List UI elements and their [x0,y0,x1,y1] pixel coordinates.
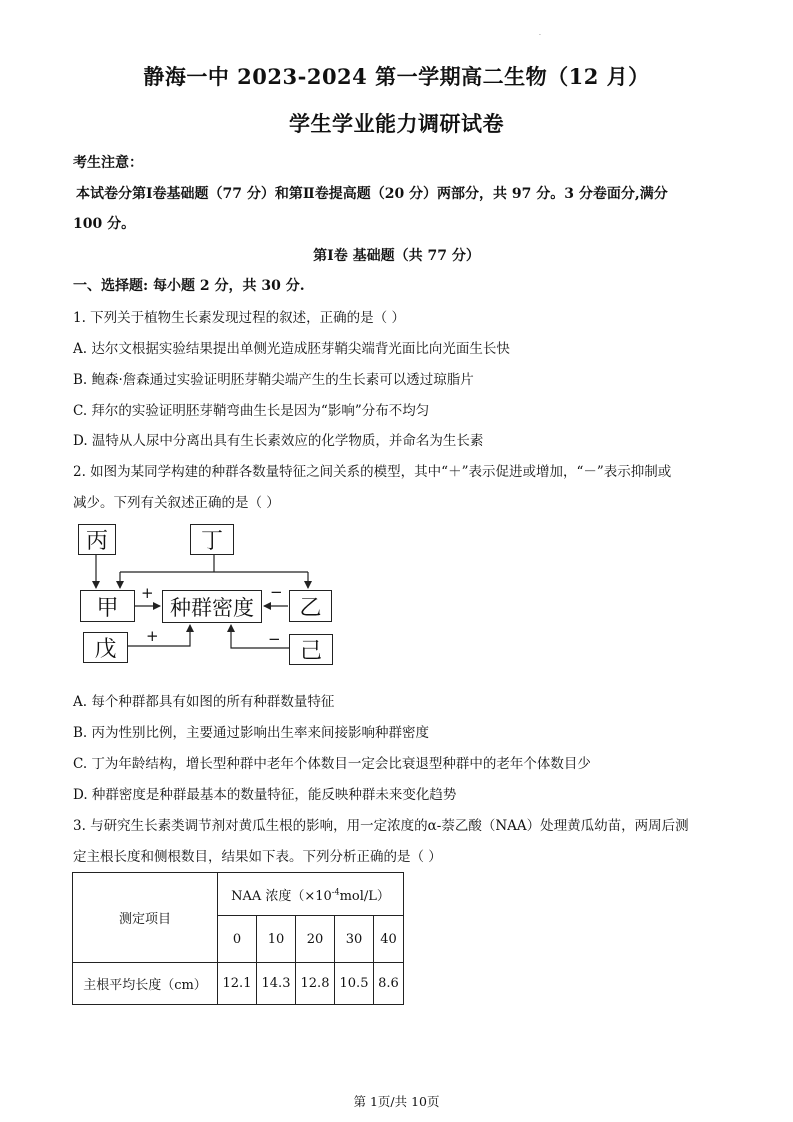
box-ding: 丁 [190,524,234,555]
table-row [73,963,404,1005]
conc-label-post: mol/L） [339,888,390,904]
q1-option-c: C. 拜尔的实验证明胚芽鞘弯曲生长是因为“影响”分布不均匀 [73,403,430,419]
conc-label-pre: NAA 浓度（×10 [231,888,332,904]
table-header-item: 测定项目 [73,873,218,963]
box-jia: 甲 [80,590,135,622]
conc-cell: 30 [335,916,374,963]
q2-option-c: C. 丁为年龄结构，增长型种群中老年个体数目一定会比衰退型种群中的老年个体数目少 [73,756,591,772]
q3-stem-2: 定主根长度和侧根数目，结果如下表。下列分析正确的是（ ） [73,849,442,865]
scan-dot: . [539,30,541,37]
conc-cell: 20 [296,916,335,963]
box-bing: 丙 [78,524,116,555]
value-cell: 12.8 [296,963,335,1005]
value-cell: 14.3 [257,963,296,1005]
box-wu: 戊 [83,632,128,663]
notice-line-2: 100 分。 [73,216,136,232]
q2-stem-2: 减少。下列有关叙述正确的是（ ） [73,495,280,511]
part-title: 一、选择题: 每小题 2 分，共 30 分. [73,278,305,294]
notice-heading: 考生注意： [73,155,143,171]
q2-option-d: D. 种群密度是种群最基本的数量特征，能反映种群未来变化趋势 [73,787,457,803]
conc-cell: 0 [218,916,257,963]
row-label: 主根平均长度（cm） [73,963,218,1005]
section-title: 第Ⅰ卷 基础题（共 77 分） [313,248,480,264]
box-population-density: 种群密度 [162,590,262,623]
naa-results-table [72,872,404,1005]
page-number: 第 1页/共 10页 [353,1094,440,1109]
box-yi: 乙 [289,590,332,622]
q2-option-b: B. 丙为性别比例，主要通过影响出生率来间接影响种群密度 [73,725,430,741]
value-cell: 12.1 [218,963,257,1005]
exam-title: 静海一中 2023-2024 第一学期高二生物（12 月） [143,64,650,89]
notice-line-1: 本试卷分第Ⅰ卷基础题（77 分）和第Ⅱ卷提高题（20 分）两部分，共 97 分。3 分卷面分,满分 [76,186,668,202]
value-cell: 10.5 [335,963,374,1005]
q1-stem: 1. 下列关于植物生长素发现过程的叙述，正确的是（ ） [73,310,405,326]
conc-cell: 40 [374,916,404,963]
conc-label-exponent: -4 [331,887,340,897]
q1-option-d: D. 温特从人尿中分离出具有生长素效应的化学物质，并命名为生长素 [73,433,484,449]
arrow-ji-to-density [231,625,289,648]
table-header-concentration [218,873,404,916]
value-cell: 8.6 [374,963,404,1005]
q2-option-a: A. 每个种群都具有如图的所有种群数量特征 [73,694,335,710]
box-ji: 己 [289,634,333,665]
conc-cell: 10 [257,916,296,963]
sign-minus-yi: − [270,583,283,601]
exam-subtitle: 学生学业能力调研试卷 [289,111,504,136]
sign-minus-ji: − [268,630,281,648]
sign-plus-wu: + [146,627,159,645]
q3-stem-1: 3. 与研究生长素类调节剂对黄瓜生根的影响，用一定浓度的α-萘乙酸（NAA）处理黄瓜幼苗，两周后测 [73,818,689,834]
q1-option-b: B. 鲍森·詹森通过实验证明胚芽鞘尖端产生的生长素可以透过琼脂片 [73,372,474,388]
arrow-wu-to-density [128,625,190,646]
sign-plus-jia: + [141,584,154,602]
q2-stem-1: 2. 如图为某同学构建的种群各数量特征之间关系的模型，其中“＋”表示促进或增加，“－”表示抑制或 [73,464,672,480]
q1-option-a: A. 达尔文根据实验结果提出单侧光造成胚芽鞘尖端背光面比向光面生长快 [73,341,510,357]
